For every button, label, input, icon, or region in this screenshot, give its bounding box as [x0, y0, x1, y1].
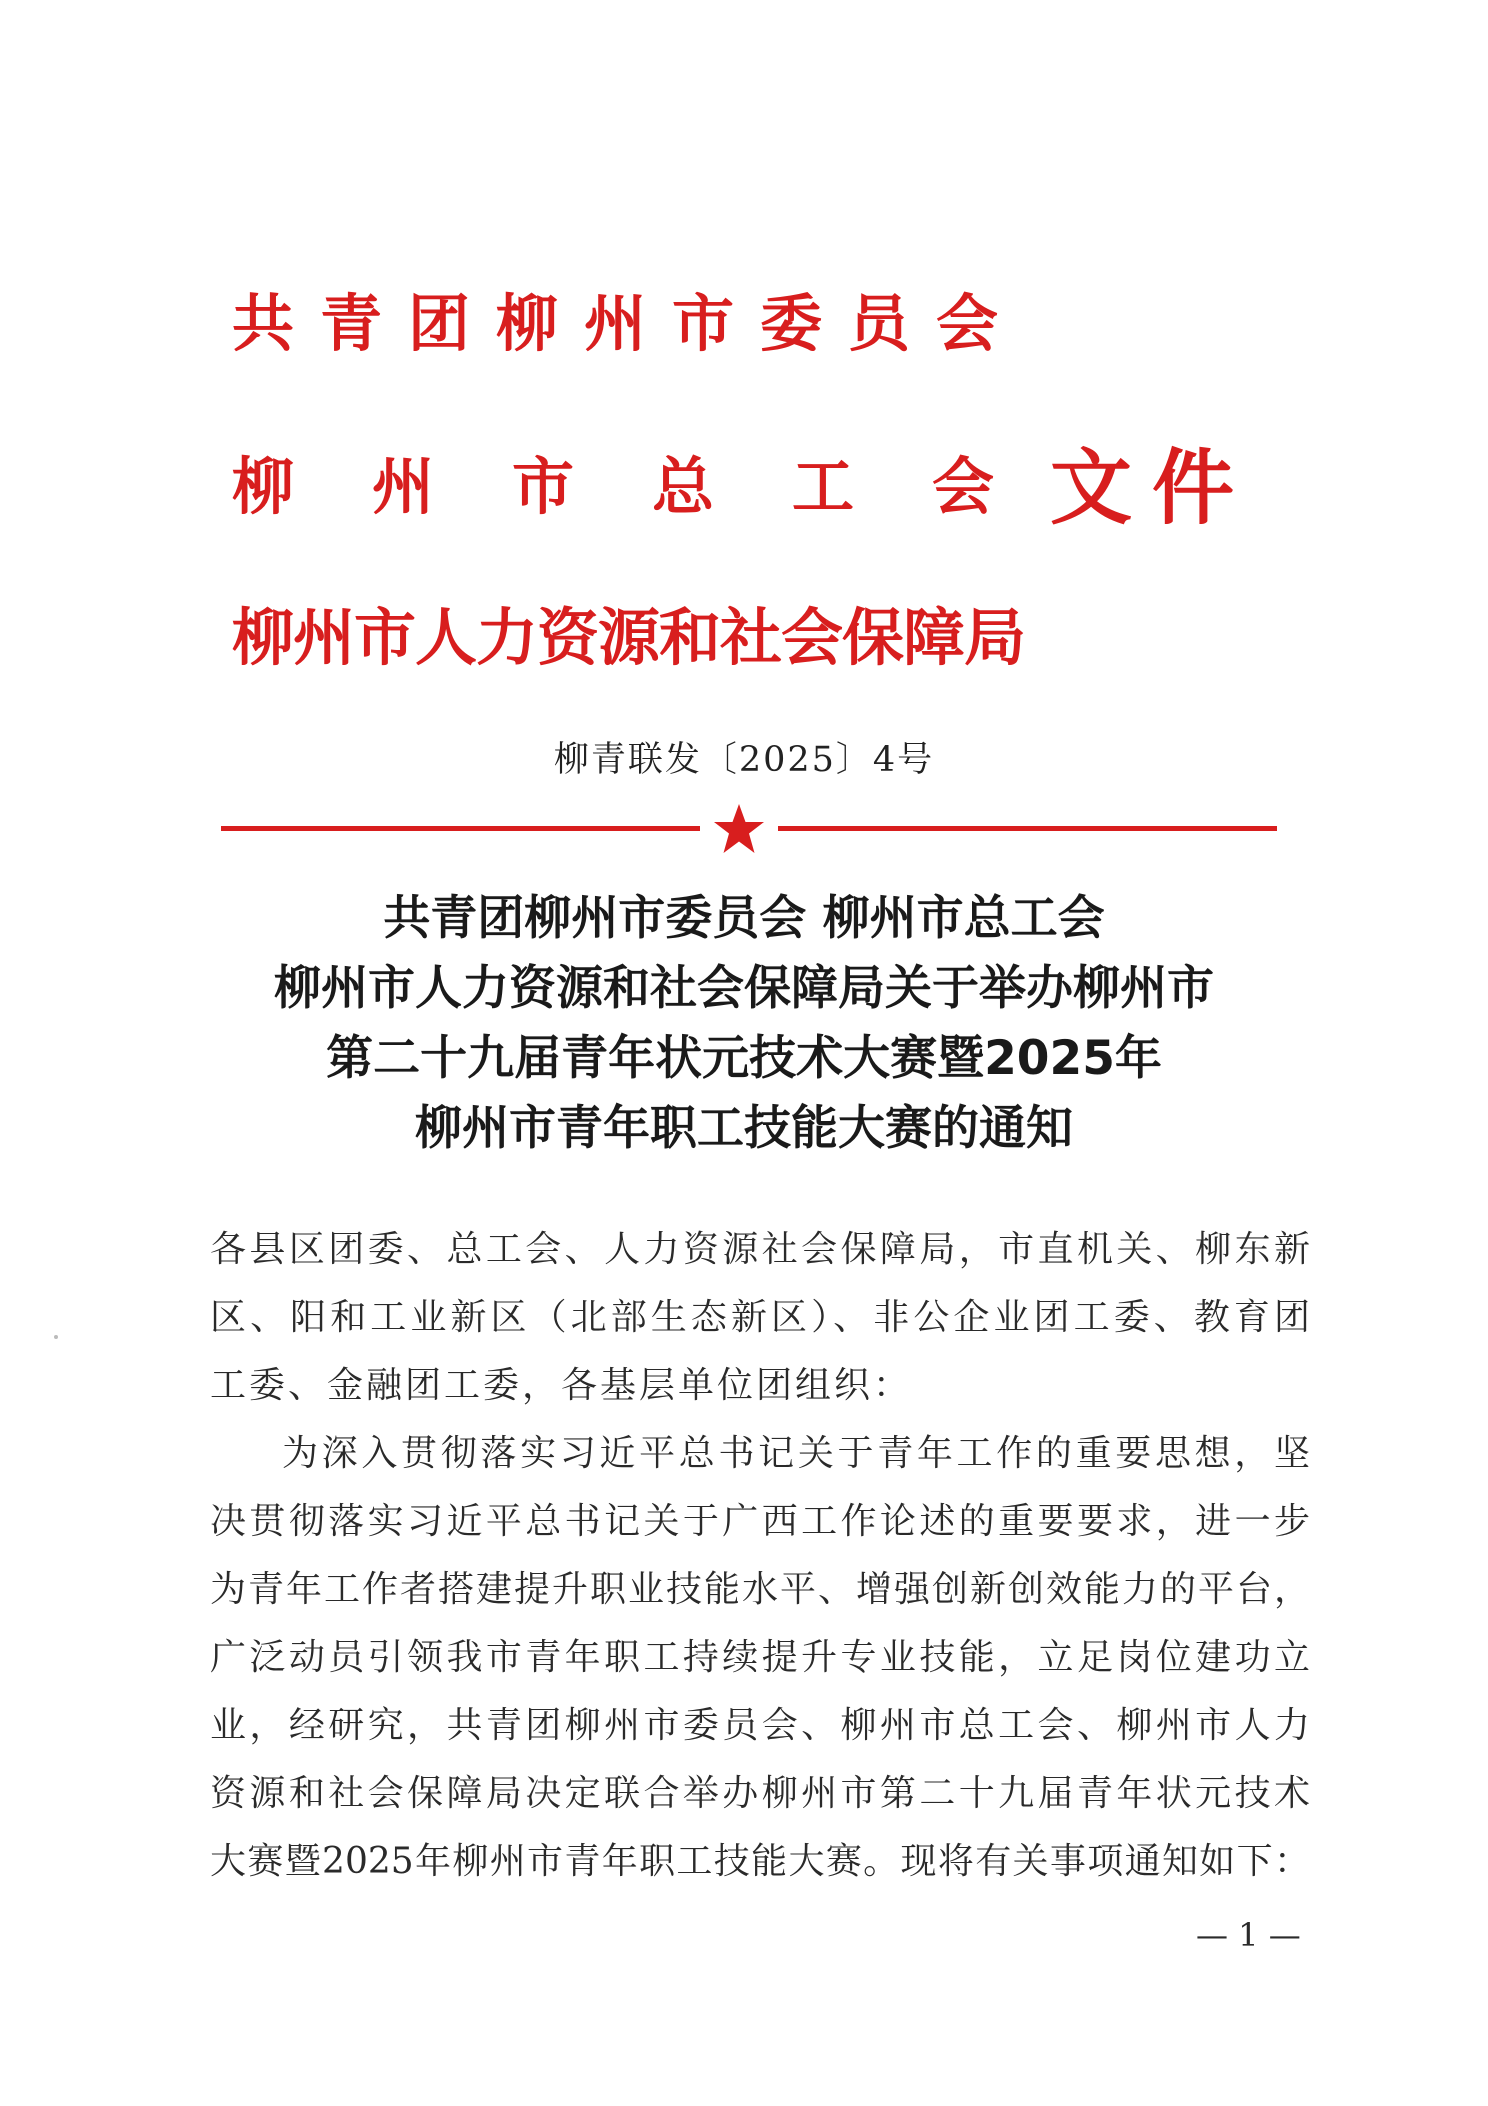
body-line: 资源和社会保障局决定联合举办柳州市第二十九届青年状元技术 [210, 1773, 1310, 1814]
body-line: 大赛暨2025年柳州市青年职工技能大赛。现将有关事项通知如下： [210, 1841, 1310, 1882]
body-line: 工委、金融团工委，各基层单位团组织： [210, 1365, 913, 1406]
title-line: 柳州市青年职工技能大赛的通知 [415, 1101, 1073, 1156]
body-line: 决贯彻落实习近平总书记关于广西工作论述的重要要求，进一步 [210, 1501, 1310, 1542]
page-number: — 1 — [1196, 1916, 1301, 1954]
masthead-org-1: 共青团柳州市委员会 [232, 287, 1025, 360]
body-line: 广泛动员引领我市青年职工持续提升专业技能，立足岗位建功立 [210, 1637, 1310, 1678]
title-line: 第二十九届青年状元技术大赛暨2025年 [326, 1031, 1162, 1086]
masthead-org-3: 柳州市人力资源和社会保障局 [232, 601, 1026, 674]
masthead-doc-kind: 文件 [1050, 441, 1255, 536]
red-star-icon [712, 803, 766, 855]
masthead-org-2: 柳州市总工会 [232, 450, 1073, 523]
body-line: 为青年工作者搭建提升职业技能水平、增强创新创效能力的平台， [210, 1569, 1310, 1610]
title-line: 柳州市人力资源和社会保障局关于举办柳州市 [274, 961, 1214, 1016]
title-line: 共青团柳州市委员会 柳州市总工会 [383, 891, 1105, 946]
document-number: 柳青联发〔2025〕4号 [553, 740, 935, 780]
document-title [0, 884, 1488, 1164]
body-line: 为深入贯彻落实习近平总书记关于青年工作的重要思想，坚 [282, 1433, 1310, 1474]
body-line: 业，经研究，共青团柳州市委员会、柳州市总工会、柳州市人力 [210, 1705, 1310, 1746]
red-divider-right [778, 826, 1277, 831]
red-divider-left [221, 826, 700, 831]
body-line: 区、阳和工业新区（北部生态新区）、非公企业团工委、教育团 [210, 1297, 1310, 1338]
scan-speck [54, 1335, 58, 1339]
body-line: 各县区团委、总工会、人力资源社会保障局，市直机关、柳东新 [210, 1229, 1310, 1270]
masthead-row-2 [232, 441, 1272, 538]
